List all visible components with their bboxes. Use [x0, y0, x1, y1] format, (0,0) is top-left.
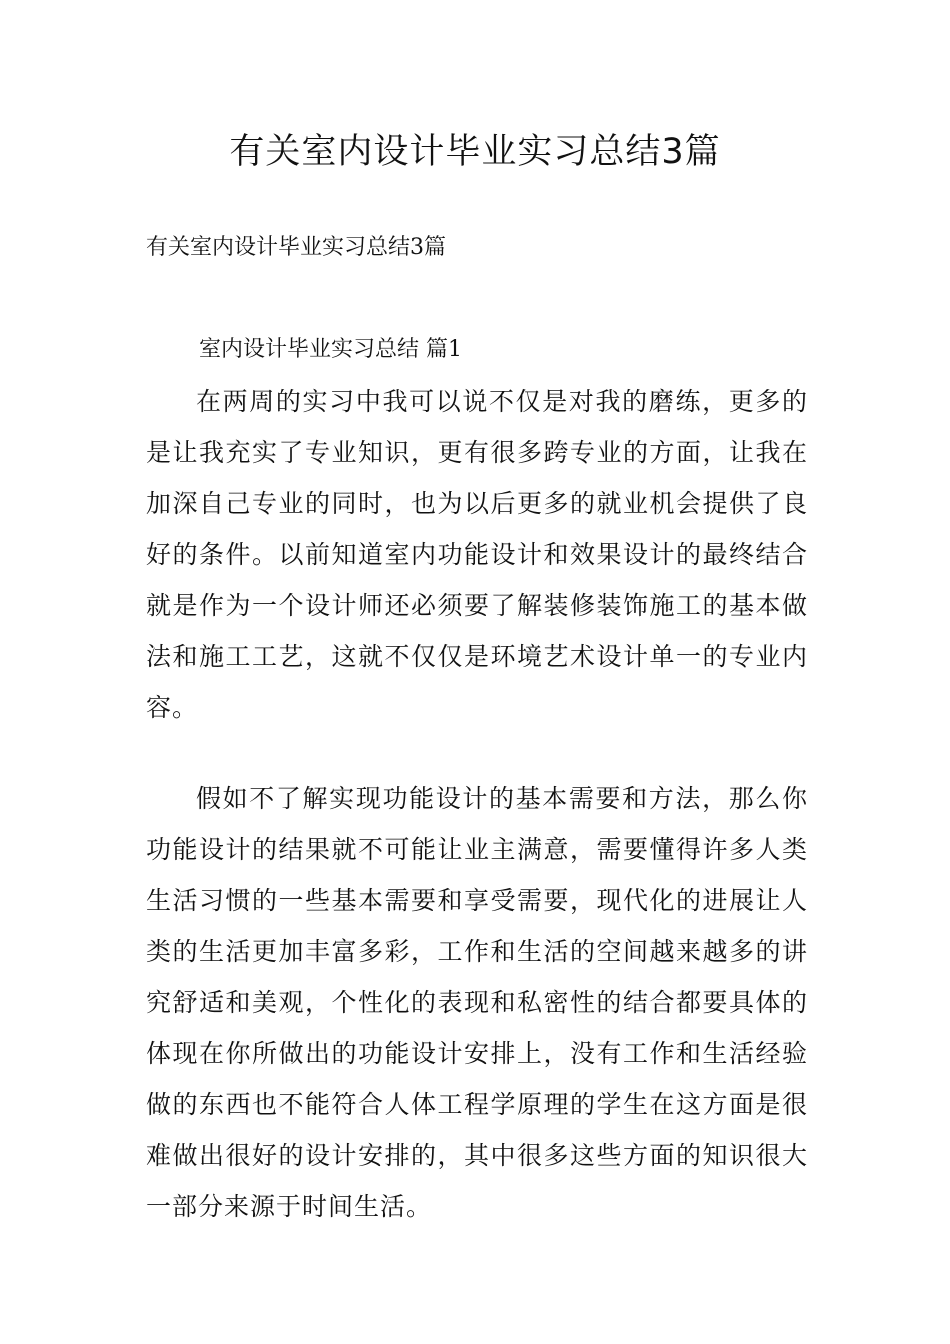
paragraph-2: 假如不了解实现功能设计的基本需要和方法，那么你功能设计的结果就不可能让业主满意，需要懂得许多人类生活习惯的一些基本需要和享受需要，现代化的进展让人类的生活更加丰富多彩，工作和生活的空间越来越多的讲究舒适和美观，个性化的表现和私密性的结合都要具体的体现在你所做出的功能设计安排上，没有工作和生活经验做的东西也不能符合人体工程学原理的学生在这方面是很难做出很好的设计安排的，其中很多这些方面的知识很大一部分来源于时间生活。 [146, 784, 808, 1221]
paragraph-1: 在两周的实习中我可以说不仅是对我的磨练，更多的是让我充实了专业知识，更有很多跨专业的方面，让我在加深自己专业的同时，也为以后更多的就业机会提供了良好的条件。以前知道室内功能设计和效果设计的最终结合就是作为一个设计师还必须要了解装修装饰施工的基本做法和施工工艺，这就不仅仅是环境艺术设计单一的专业内容。 [146, 387, 808, 722]
document-title: 有关室内设计毕业实习总结3篇 [229, 132, 721, 172]
section-heading: 室内设计毕业实习总结 篇1 [199, 337, 462, 362]
document-subtitle: 有关室内设计毕业实习总结3篇 [146, 235, 446, 260]
